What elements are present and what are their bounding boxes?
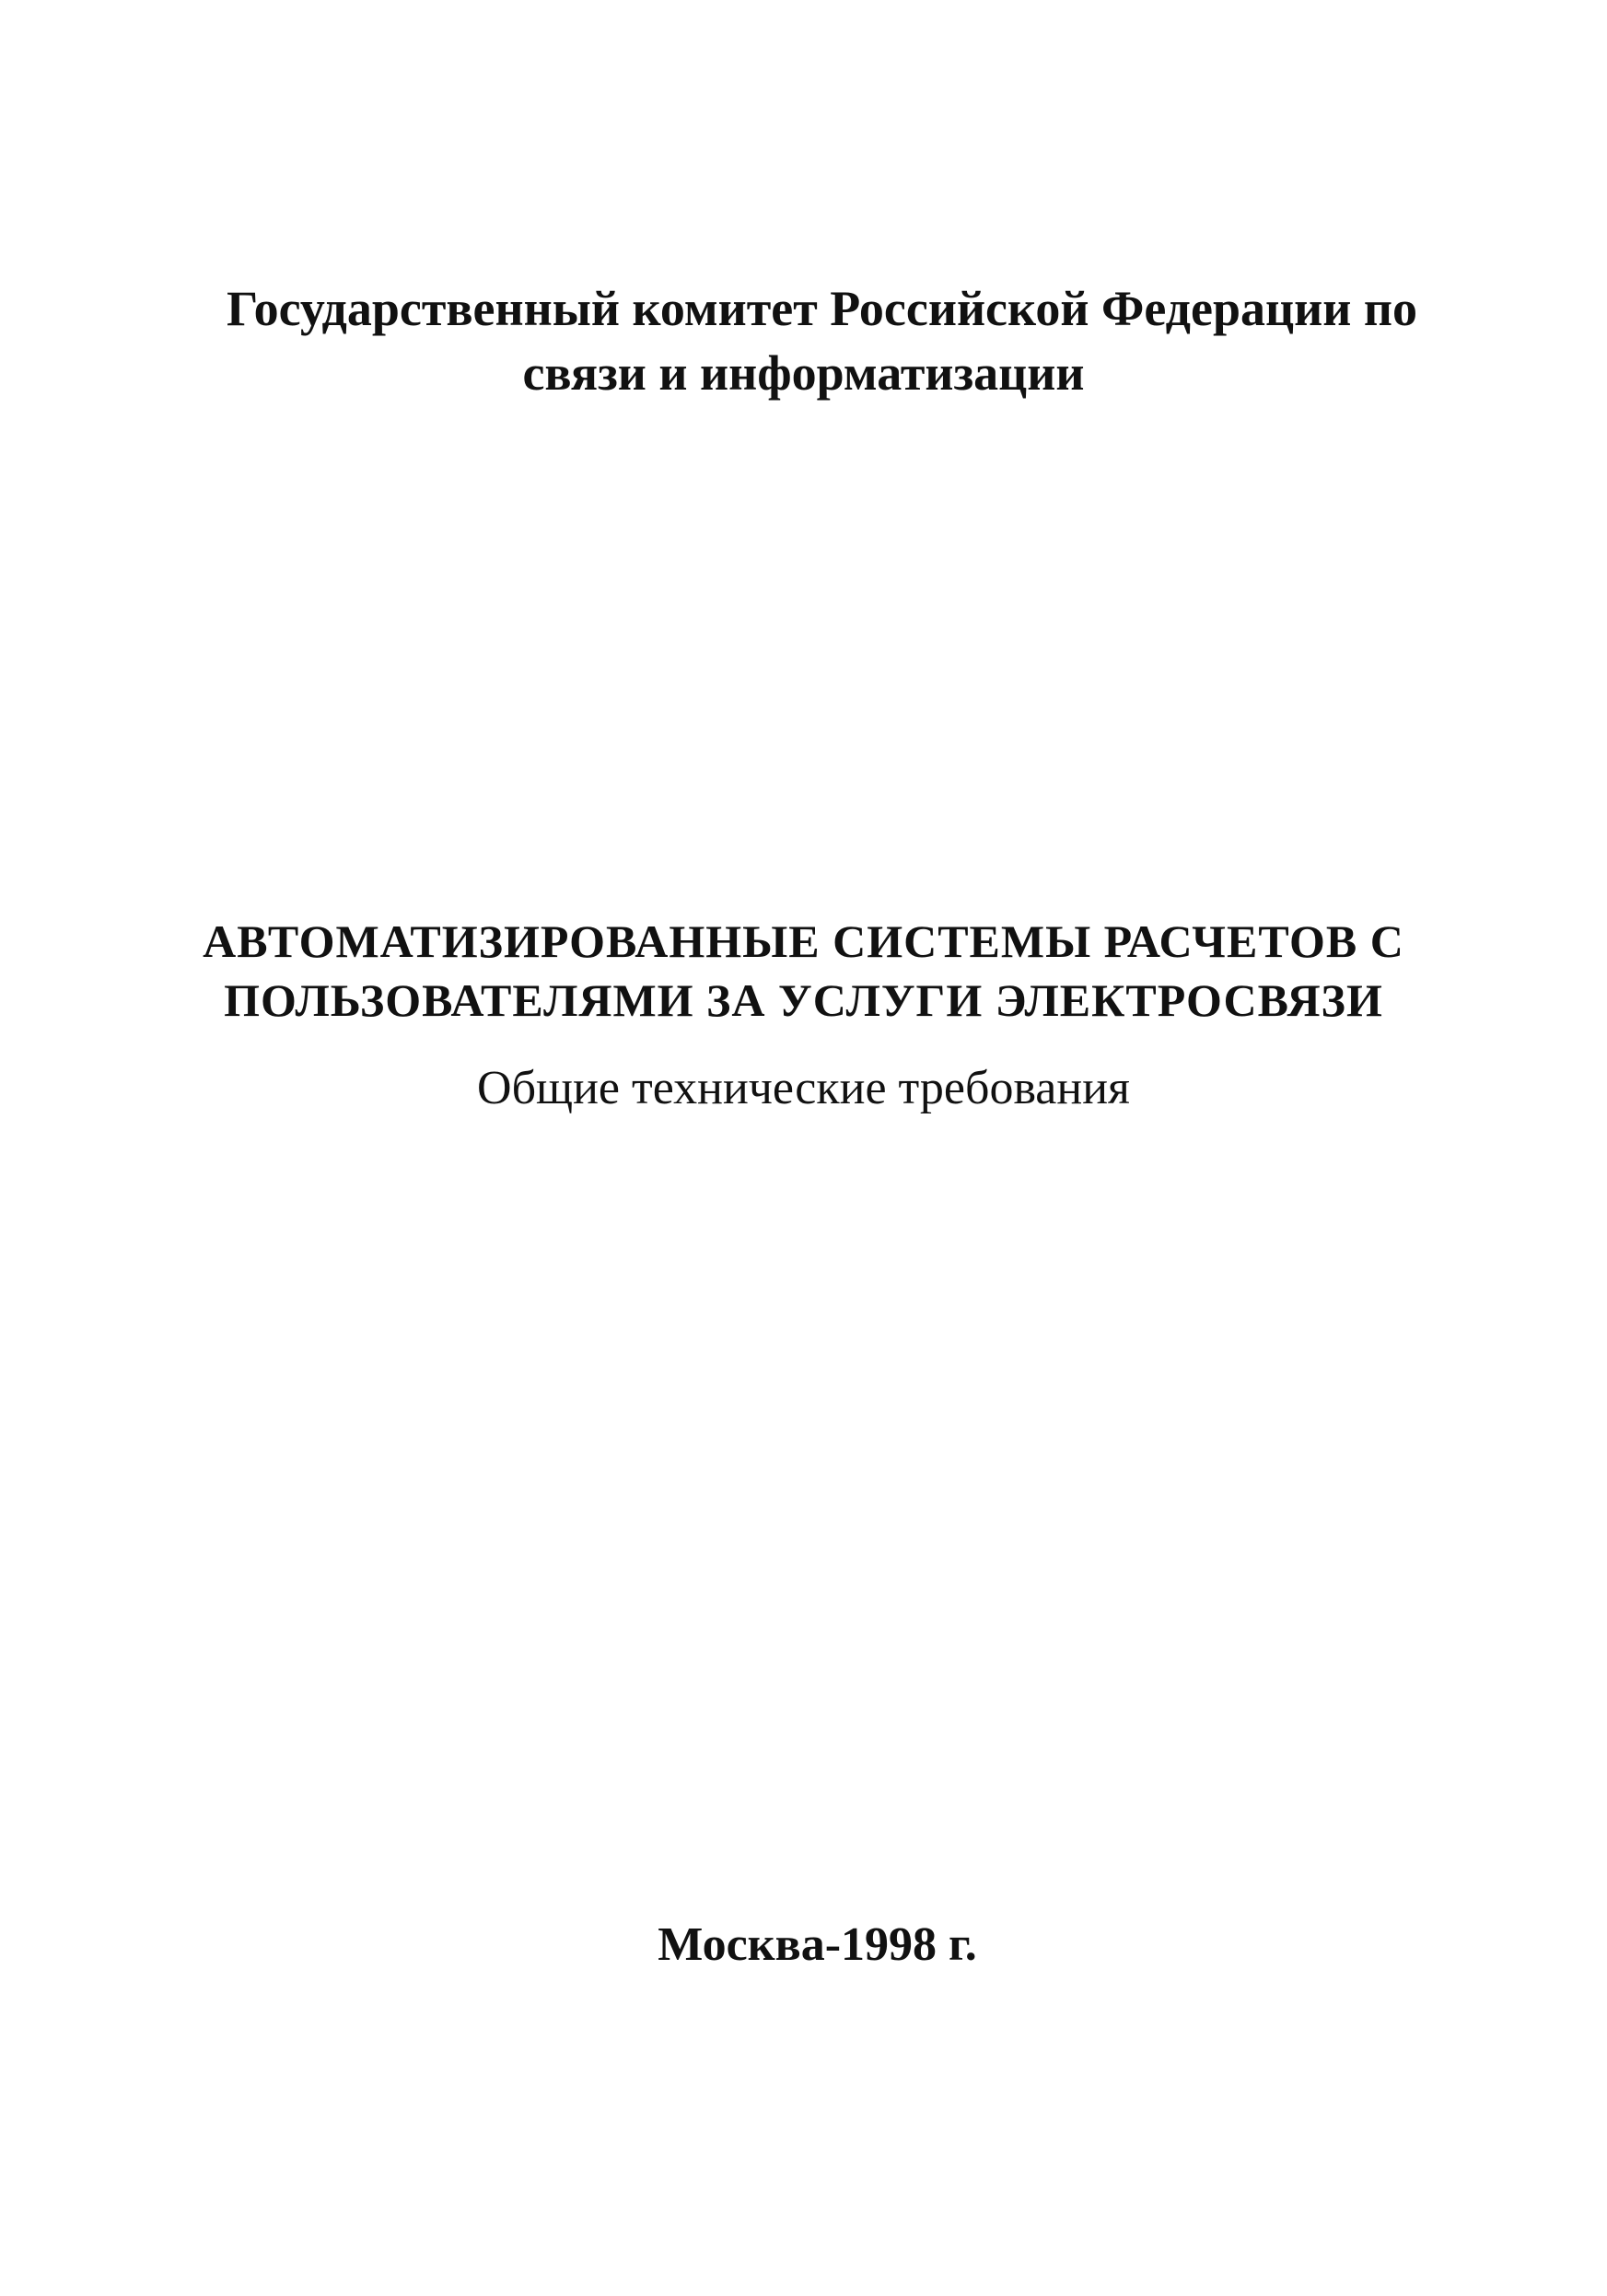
organization-heading — [0, 276, 1607, 405]
organization-line-2: связи и информатизации — [522, 345, 1085, 401]
city-year-text: Москва-1998 г. — [658, 1918, 977, 1971]
title-line-2: ПОЛЬЗОВАТЕЛЯМИ ЗА УСЛУГИ ЭЛЕКТРОСВЯЗИ — [224, 974, 1383, 1026]
title-line-1: АВТОМАТИЗИРОВАННЫЕ СИСТЕМЫ РАСЧЕТОВ С — [203, 915, 1404, 967]
document-subtitle — [0, 1059, 1607, 1118]
organization-line-1: Государственный комитет Российской Федерации по — [227, 281, 1417, 336]
subtitle-text: Общие технические требования — [477, 1062, 1130, 1114]
document-title — [0, 912, 1607, 1030]
city-year — [0, 1916, 1607, 1975]
